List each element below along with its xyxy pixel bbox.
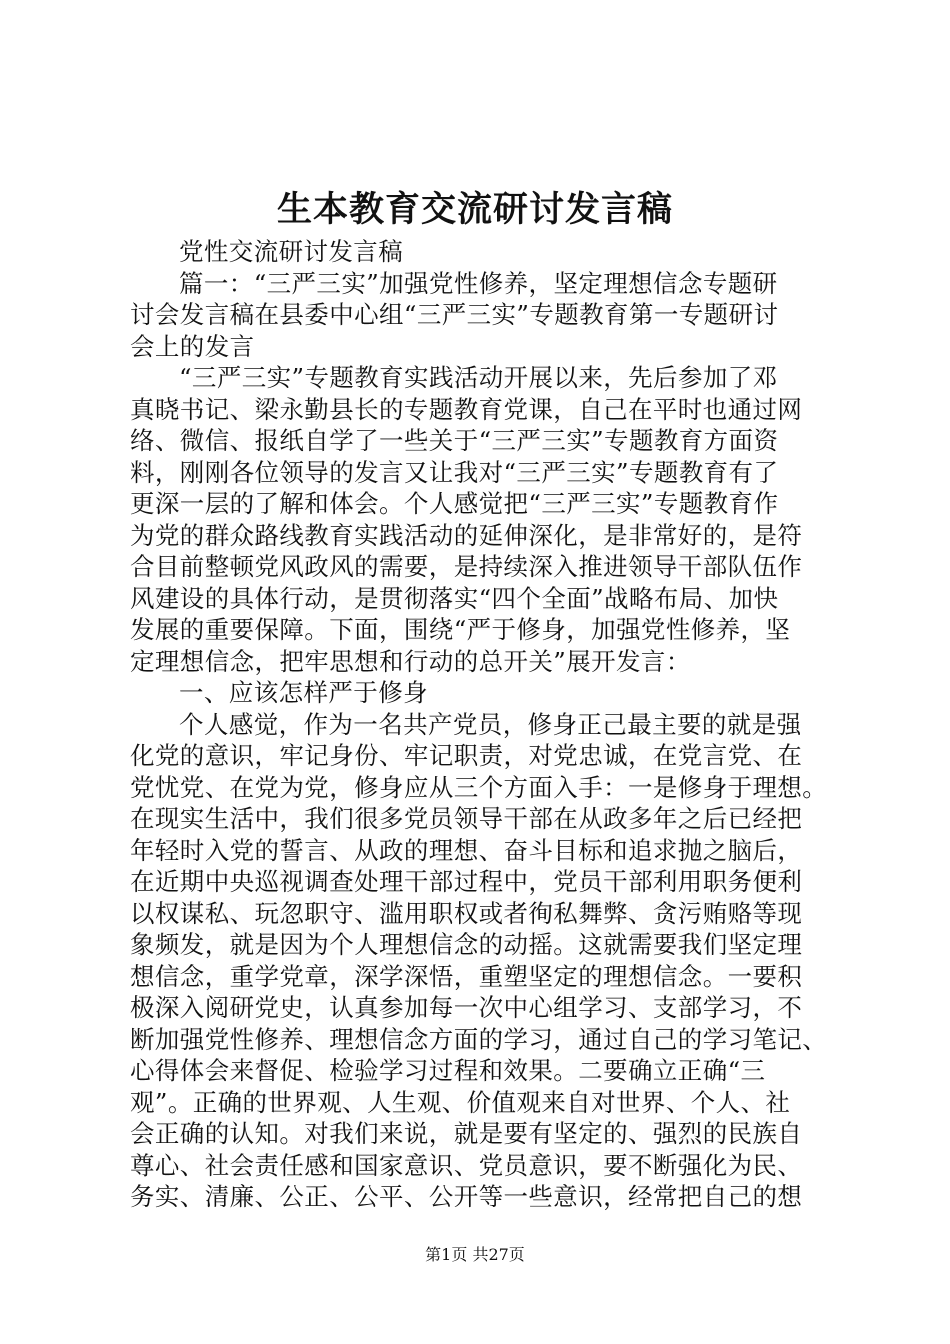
body-line: 为党的群众路线教育实践活动的延伸深化，是非常好的，是符 — [130, 520, 803, 550]
body-line: 篇一：“三严三实”加强党性修养，坚定理想信念专题研 — [179, 268, 778, 298]
body-line: 观”。正确的世界观、人生观、价值观来自对世界、个人、社 — [130, 1087, 791, 1117]
body-line: 一、应该怎样严于修身 — [179, 678, 428, 707]
body-line: 党性交流研讨发言稿 — [179, 237, 404, 266]
body-line: 更深一层的了解和体会。个人感觉把“三严三实”专题教育作 — [130, 489, 779, 518]
body-line: 合目前整顿党风政风的需要，是持续深入推进领导干部队伍作 — [130, 552, 803, 581]
body-line: “三严三实”专题教育实践活动开展以来，先后参加了邓 — [179, 363, 778, 392]
body-line: 会正确的认知。对我们来说，就是要有坚定的、强烈的民族自 — [130, 1119, 803, 1148]
body-line: 极深入阅研党史，认真参加每一次中心组学习、支部学习，不 — [130, 993, 803, 1022]
body-line: 象频发，就是因为个人理想信念的动摇。这就需要我们坚定理 — [130, 930, 803, 959]
body-line: 党忧党、在党为党，修身应从三个方面入手：一是修身于理想。 — [130, 772, 828, 802]
page-footer: 第1页 共27页 — [425, 1245, 525, 1264]
body-line: 心得体会来督促、检验学习过程和效果。二要确立正确“三 — [130, 1056, 766, 1085]
body-line: 风建设的具体行动，是贯彻落实“四个全面”战略布局、加快 — [130, 583, 779, 613]
body-line: 年轻时入党的誓言、从政的理想、奋斗目标和追求抛之脑后， — [130, 835, 803, 865]
body-line: 想信念，重学党章，深学深悟，重塑坚定的理想信念。一要积 — [130, 961, 803, 991]
body-line: 个人感觉，作为一名共产党员，修身正己最主要的就是强 — [179, 709, 802, 739]
body-line: 在现实生活中，我们很多党员领导干部在从政多年之后已经把 — [130, 804, 803, 833]
document-body — [130, 236, 850, 1213]
body-line: 务实、清廉、公正、公平、公开等一些意识，经常把自己的想 — [130, 1182, 803, 1211]
body-line: 断加强党性修养、理想信念方面的学习，通过自己的学习笔记、 — [130, 1024, 828, 1054]
body-line: 尊心、社会责任感和国家意识、党员意识，要不断强化为民、 — [130, 1150, 803, 1180]
body-line: 以权谋私、玩忽职守、滥用职权或者徇私舞弊、贪污贿赂等现 — [130, 898, 803, 928]
body-line: 真晓书记、梁永勤县长的专题教育党课，自己在平时也通过网 — [130, 394, 803, 424]
body-line: 在近期中央巡视调查处理干部过程中，党员干部利用职务便利 — [130, 867, 803, 896]
body-line: 发展的重要保障。下面，围绕“严于修身，加强党性修养，坚 — [130, 615, 791, 644]
body-line: 络、微信、报纸自学了一些关于“三严三实”专题教育方面资 — [130, 426, 779, 455]
body-line: 定理想信念，把牢思想和行动的总开关”展开发言： — [130, 646, 691, 676]
document-title: 生本教育交流研讨发言稿 — [276, 189, 673, 230]
body-line: 讨会发言稿在县委中心组“三严三实”专题教育第一专题研讨 — [130, 300, 779, 329]
body-line: 料，刚刚各位领导的发言又让我对“三严三实”专题教育有了 — [130, 457, 779, 487]
body-line: 化党的意识，牢记身份、牢记职责，对党忠诚，在党言党、在 — [130, 741, 803, 770]
body-line: 会上的发言 — [130, 331, 255, 361]
